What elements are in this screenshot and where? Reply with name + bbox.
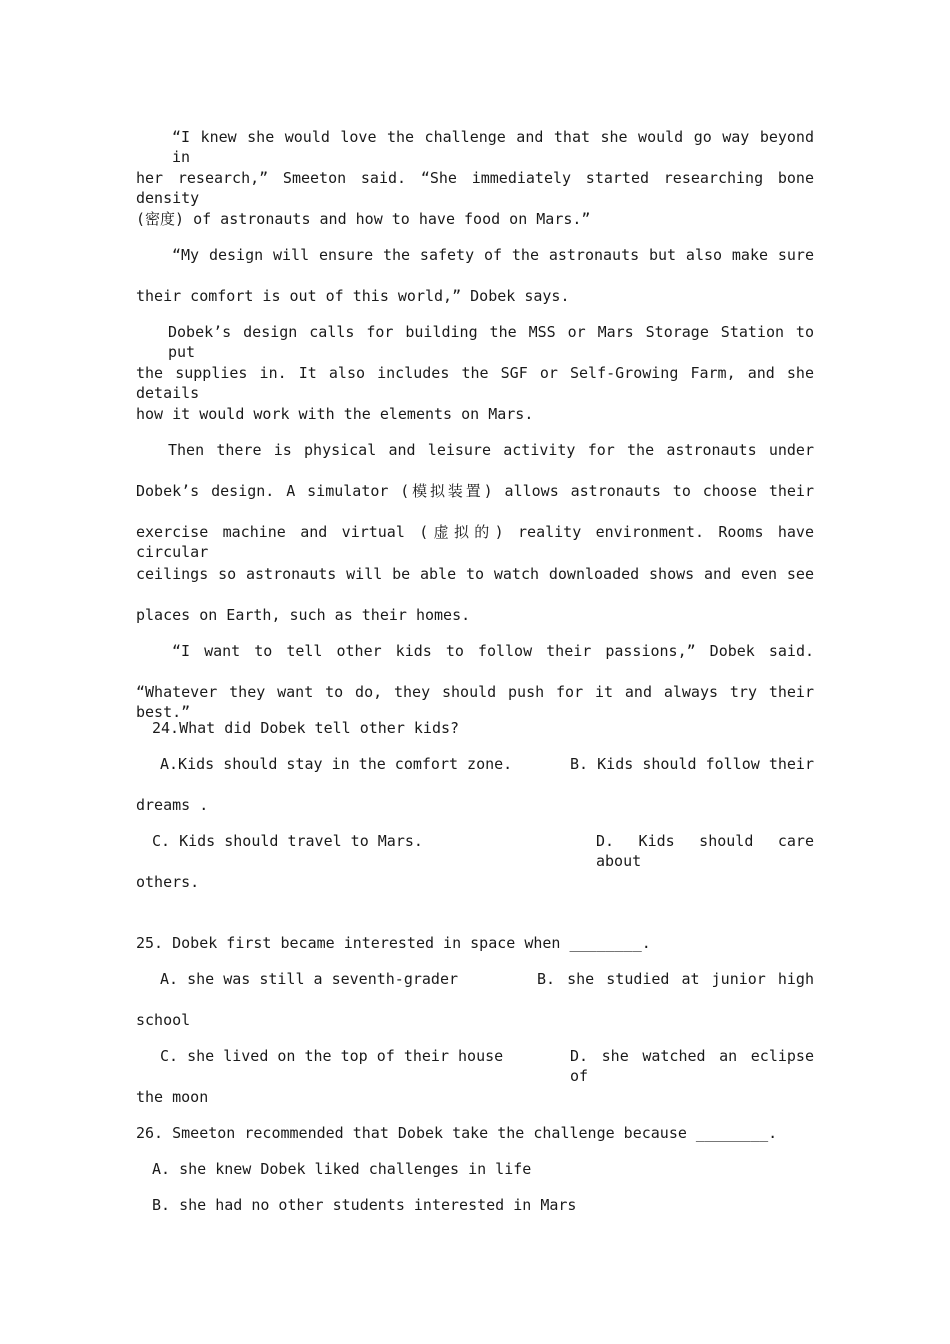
- paragraph-line: “My design will ensure the safety of the astronauts but also make sure: [172, 246, 814, 264]
- paragraph-line: their comfort is out of this world,” Dobek says.: [136, 287, 570, 305]
- option-a: A.Kids should stay in the comfort zone.: [160, 755, 513, 773]
- paragraph-line: Then there is physical and leisure activity for the astronauts under: [168, 441, 814, 459]
- option-b-continued: school: [136, 1011, 191, 1029]
- option-a: A. she was still a seventh-grader: [160, 970, 459, 988]
- option-d-continued: the moon: [136, 1088, 209, 1106]
- paragraph-line: how it would work with the elements on Mars.: [136, 405, 534, 423]
- option-d-continued: others.: [136, 873, 200, 891]
- paragraph-line: Dobek’s design calls for building the MSS or Mars Storage Station to put: [168, 323, 814, 361]
- option-b: B. Kids should follow their: [570, 755, 814, 773]
- paragraph-line: places on Earth, such as their homes.: [136, 606, 471, 624]
- paragraph-line: ceilings so astronauts will be able to watch downloaded shows and even see: [136, 565, 814, 583]
- paragraph-line: “I knew she would love the challenge and that she would go way beyond in: [172, 128, 814, 166]
- question-stem: 26. Smeeton recommended that Dobek take the challenge because ________.: [136, 1124, 778, 1142]
- option-b-continued: dreams .: [136, 796, 209, 814]
- option-c: C. Kids should travel to Mars.: [152, 832, 423, 850]
- paragraph-line: her research,” Smeeton said. “She immediately started researching bone density: [136, 169, 814, 207]
- option-c: C. she lived on the top of their house: [160, 1047, 504, 1065]
- paragraph-line: “I want to tell other kids to follow their passions,” Dobek said.: [172, 642, 814, 660]
- paragraph-line: “Whatever they want to do, they should push for it and always try their best.”: [136, 683, 814, 721]
- question-stem: 24.What did Dobek tell other kids?: [152, 719, 460, 737]
- option-a: A. she knew Dobek liked challenges in life: [152, 1160, 532, 1178]
- option-d: D. Kids should care about: [596, 832, 814, 870]
- paragraph-line: exercise machine and virtual (虚拟的) reality environment. Rooms have circular: [136, 523, 814, 561]
- paragraph-line: Dobek’s design. A simulator (模拟装置) allows astronauts to choose their: [136, 482, 814, 500]
- option-d: D. she watched an eclipse of: [570, 1047, 814, 1085]
- option-b: B. she had no other students interested in Mars: [152, 1196, 577, 1214]
- question-stem: 25. Dobek first became interested in space when ________.: [136, 934, 651, 952]
- paragraph-line: (密度) of astronauts and how to have food on Mars.”: [136, 210, 591, 228]
- paragraph-line: the supplies in. It also includes the SGF or Self-Growing Farm, and she details: [136, 364, 814, 402]
- option-b: B. she studied at junior high: [537, 970, 814, 988]
